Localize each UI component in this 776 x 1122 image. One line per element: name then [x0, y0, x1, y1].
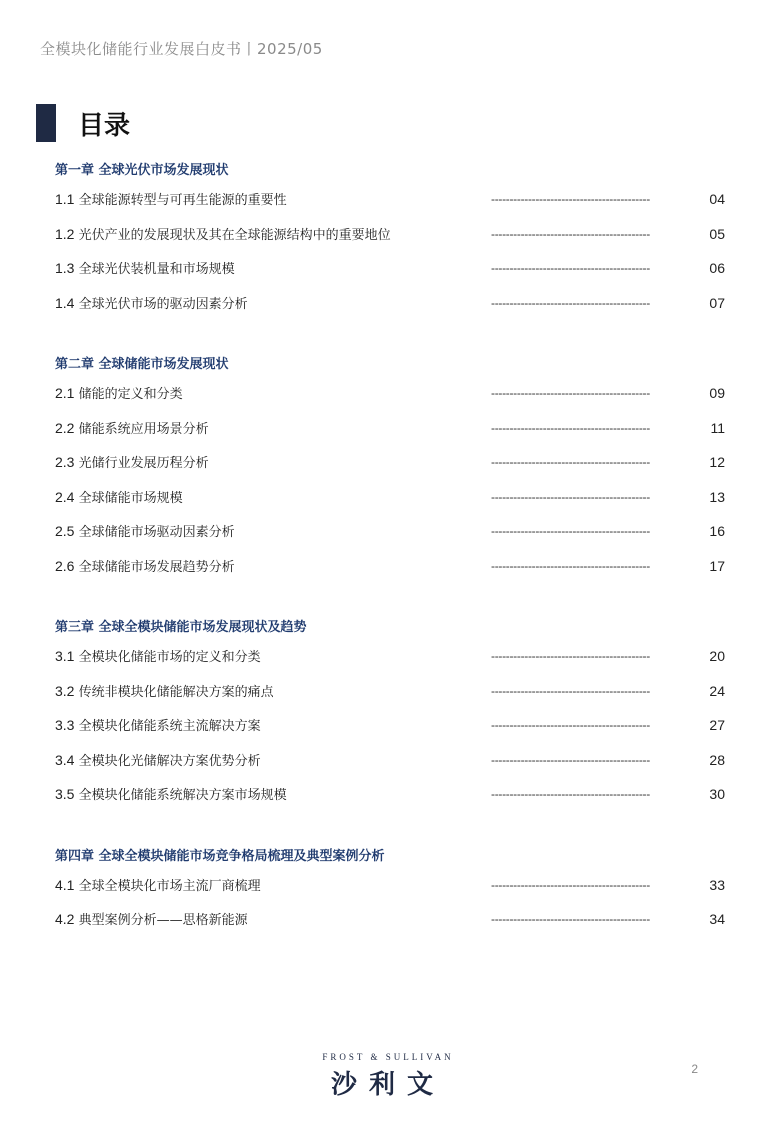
dotted-leader: ------------------------------------------- — [491, 192, 650, 206]
entry-number: 1.2 — [55, 225, 75, 242]
chapter-title[interactable]: 第一章 全球光伏市场发展现状 — [55, 163, 229, 178]
entry-page-number: 34 — [709, 911, 725, 927]
document-header: 全模块化储能行业发展白皮书丨2025/05 — [40, 40, 323, 58]
entry-number: 1.4 — [55, 294, 75, 311]
toc-heading — [36, 104, 130, 142]
chapter-spacer — [55, 583, 725, 617]
dotted-leader: ------------------------------------------- — [491, 420, 650, 435]
dotted-leader: ------------------------------------------- — [491, 683, 650, 698]
entry-title: 全球储能市场驱动因素分析 — [78, 525, 235, 540]
entry-number: 2.5 — [55, 523, 75, 539]
toc-entry[interactable] — [55, 182, 725, 217]
toc-entry[interactable] — [55, 902, 725, 937]
chapter-title[interactable]: 第四章 全球全模块储能市场竞争格局梳理及典型案例分析 — [55, 848, 385, 864]
entry-number: 2.4 — [55, 488, 75, 505]
frost-sullivan-logo — [0, 1052, 776, 1101]
entry-page-number: 16 — [709, 523, 725, 539]
entry-number: 2.6 — [55, 557, 75, 574]
entry-page-number: 04 — [709, 191, 725, 207]
toc-entry[interactable] — [55, 674, 725, 709]
toc-entry[interactable] — [55, 376, 725, 411]
toc-entry[interactable] — [55, 514, 725, 549]
entry-title: 全模块化光储解决方案优势分析 — [78, 753, 261, 769]
dotted-leader: ------------------------------------------- — [491, 455, 650, 469]
dotted-leader: ------------------------------------------- — [491, 558, 650, 573]
entry-title: 全模块化储能市场的定义和分类 — [78, 650, 261, 665]
dotted-leader: ------------------------------------------- — [491, 912, 650, 926]
entry-title: 全球储能市场规模 — [78, 490, 183, 506]
entry-title: 全球全模块化市场主流厂商梳理 — [78, 878, 261, 894]
entry-title: 典型案例分析——思格新能源 — [78, 913, 248, 928]
toc-entry[interactable] — [55, 777, 725, 812]
entry-page-number: 11 — [710, 419, 725, 436]
entry-number: 3.4 — [55, 751, 75, 768]
entry-page-number: 28 — [709, 751, 725, 768]
toc-entry[interactable] — [55, 411, 725, 446]
entry-title: 储能系统应用场景分析 — [78, 421, 209, 437]
entry-page-number: 33 — [709, 876, 725, 893]
toc-title: 目录 — [78, 110, 131, 141]
entry-page-number: 27 — [709, 717, 725, 733]
entry-number: 3.5 — [55, 786, 75, 802]
toc-entry[interactable] — [55, 445, 725, 480]
toc-entry[interactable] — [55, 639, 725, 674]
entry-title: 传统非模块化储能解决方案的痛点 — [78, 684, 274, 700]
toc-entry[interactable] — [55, 549, 725, 584]
entry-title: 光伏产业的发展现状及其在全球能源结构中的重要地位 — [78, 227, 391, 243]
entry-page-number: 05 — [709, 225, 725, 242]
entry-title: 全模块化储能系统主流解决方案 — [78, 719, 261, 734]
entry-number: 4.2 — [55, 911, 75, 927]
entry-title: 光储行业发展历程分析 — [78, 456, 209, 471]
entry-page-number: 13 — [709, 488, 725, 505]
page-number: 2 — [691, 1062, 698, 1076]
entry-page-number: 12 — [709, 454, 725, 470]
entry-number: 4.1 — [55, 876, 75, 893]
logo-english: FROST & SULLIVAN — [322, 1052, 454, 1062]
entry-title: 全球光伏市场的驱动因素分析 — [78, 296, 248, 312]
entry-page-number: 24 — [709, 682, 725, 699]
entry-number: 2.2 — [55, 419, 75, 436]
entry-title: 全球光伏装机量和市场规模 — [78, 262, 235, 277]
dotted-leader: ------------------------------------------- — [491, 295, 650, 310]
toc-entry[interactable] — [55, 251, 725, 286]
toc-entry[interactable] — [55, 868, 725, 903]
logo-chinese: 沙利文 — [330, 1070, 445, 1100]
entry-page-number: 09 — [709, 385, 725, 401]
dotted-leader: ------------------------------------------- — [491, 649, 650, 663]
heading-accent-bar — [36, 104, 56, 142]
dotted-leader: ------------------------------------------- — [491, 226, 650, 241]
table-of-contents — [55, 160, 725, 937]
chapter-title[interactable]: 第二章 全球储能市场发展现状 — [55, 357, 229, 372]
entry-title: 储能的定义和分类 — [78, 387, 183, 402]
dotted-leader: ------------------------------------------- — [491, 386, 650, 400]
dotted-leader: ------------------------------------------- — [491, 752, 650, 767]
chapter-spacer — [55, 812, 725, 846]
dotted-leader: ------------------------------------------- — [491, 718, 650, 732]
entry-page-number: 06 — [709, 260, 725, 276]
entry-number: 3.1 — [55, 648, 75, 664]
entry-number: 3.2 — [55, 682, 75, 699]
entry-page-number: 17 — [709, 557, 725, 574]
entry-title: 全球能源转型与可再生能源的重要性 — [78, 193, 287, 208]
entry-number: 3.3 — [55, 717, 75, 733]
toc-entry[interactable] — [55, 217, 725, 252]
toc-entry[interactable] — [55, 480, 725, 515]
entry-number: 2.1 — [55, 385, 75, 401]
chapter-spacer — [55, 320, 725, 354]
dotted-leader: ------------------------------------------- — [491, 524, 650, 538]
toc-entry[interactable] — [55, 708, 725, 743]
dotted-leader: ------------------------------------------- — [491, 261, 650, 275]
entry-title: 全球储能市场发展趋势分析 — [78, 559, 235, 575]
dotted-leader: ------------------------------------------- — [491, 787, 650, 801]
toc-entry[interactable] — [55, 286, 725, 321]
dotted-leader: ------------------------------------------- — [491, 877, 650, 892]
entry-page-number: 07 — [709, 294, 725, 311]
chapter-title[interactable]: 第三章 全球全模块储能市场发展现状及趋势 — [55, 620, 307, 635]
toc-entry[interactable] — [55, 743, 725, 778]
entry-number: 1.1 — [55, 191, 75, 207]
entry-number: 2.3 — [55, 454, 75, 470]
entry-title: 全模块化储能系统解决方案市场规模 — [78, 788, 287, 803]
entry-number: 1.3 — [55, 260, 75, 276]
dotted-leader: ------------------------------------------- — [491, 489, 650, 504]
entry-page-number: 20 — [709, 648, 725, 664]
entry-page-number: 30 — [709, 786, 725, 802]
